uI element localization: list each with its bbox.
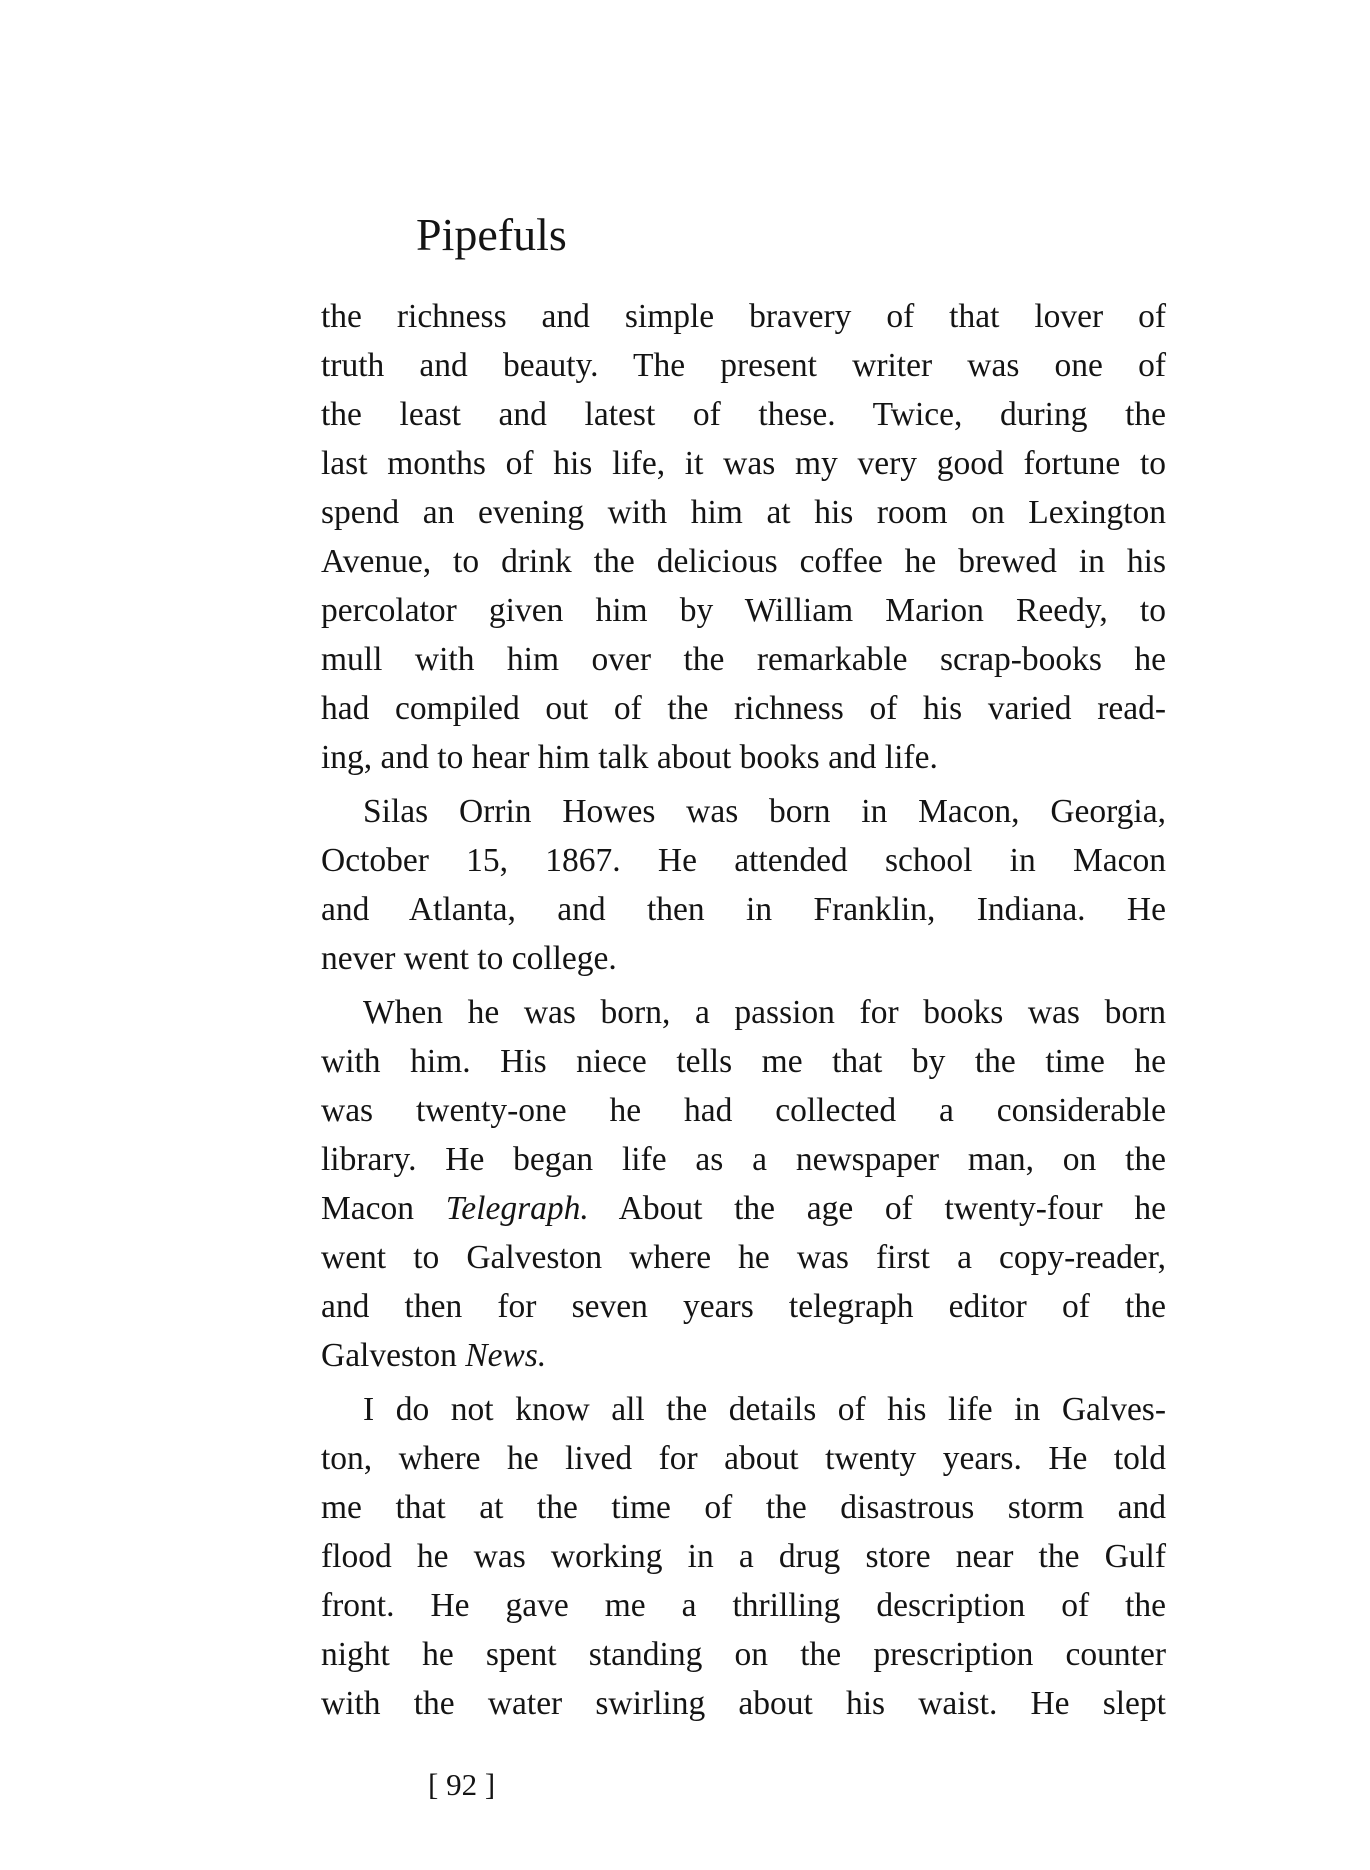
- text-line: night he spent standing on the prescription counter: [321, 1636, 1166, 1673]
- text-line: flood he was working in a drug store near the Gulf: [321, 1538, 1166, 1575]
- text-line: October 15, 1867. He attended school in Macon: [321, 842, 1166, 879]
- text-line: Silas Orrin Howes was born in Macon, Georgia,: [363, 793, 1166, 830]
- text-line: me that at the time of the disastrous storm and: [321, 1489, 1166, 1526]
- text-line: Galveston News.: [321, 1337, 547, 1374]
- text-line: had compiled out of the richness of his varied read-: [321, 690, 1166, 727]
- text-line: truth and beauty. The present writer was one of: [321, 347, 1166, 384]
- text-line: mull with him over the remarkable scrap-books he: [321, 641, 1166, 678]
- text-line: and then for seven years telegraph editor of the: [321, 1288, 1166, 1325]
- paragraph: [321, 292, 1166, 782]
- paragraph: [321, 1385, 1166, 1728]
- text-line: never went to college.: [321, 940, 617, 977]
- running-head: Pipefuls: [416, 209, 567, 260]
- text-line: spend an evening with him at his room on Lexington: [321, 494, 1166, 531]
- text-line: ing, and to hear him talk about books and life.: [321, 739, 938, 776]
- body-text: [321, 292, 1166, 1728]
- text-line: went to Galveston where he was first a copy-reader,: [321, 1239, 1166, 1276]
- text-line: front. He gave me a thrilling description of the: [321, 1587, 1166, 1624]
- text-line: Avenue, to drink the delicious coffee he brewed in his: [321, 543, 1166, 580]
- text-line: with the water swirling about his waist. He slept: [321, 1685, 1166, 1722]
- text-line: with him. His niece tells me that by the time he: [321, 1043, 1166, 1080]
- text-line: and Atlanta, and then in Franklin, Indiana. He: [321, 891, 1166, 928]
- page-number: [ 92 ]: [428, 1767, 496, 1802]
- text-line: ton, where he lived for about twenty years. He told: [321, 1440, 1166, 1477]
- text-line: library. He began life as a newspaper man, on the: [321, 1141, 1166, 1178]
- text-line: the richness and simple bravery of that lover of: [321, 298, 1166, 335]
- text-line: percolator given him by William Marion Reedy, to: [321, 592, 1166, 629]
- text-line: When he was born, a passion for books was born: [363, 994, 1166, 1031]
- text-line: was twenty-one he had collected a considerable: [321, 1092, 1166, 1129]
- paragraph: [321, 988, 1166, 1380]
- paragraph: [321, 787, 1166, 983]
- text-line: last months of his life, it was my very good fortune to: [321, 445, 1166, 482]
- text-line: the least and latest of these. Twice, during the: [321, 396, 1166, 433]
- text-line: I do not know all the details of his life in Galves-: [363, 1391, 1166, 1428]
- text-line: Macon Telegraph. About the age of twenty-four he: [321, 1190, 1167, 1227]
